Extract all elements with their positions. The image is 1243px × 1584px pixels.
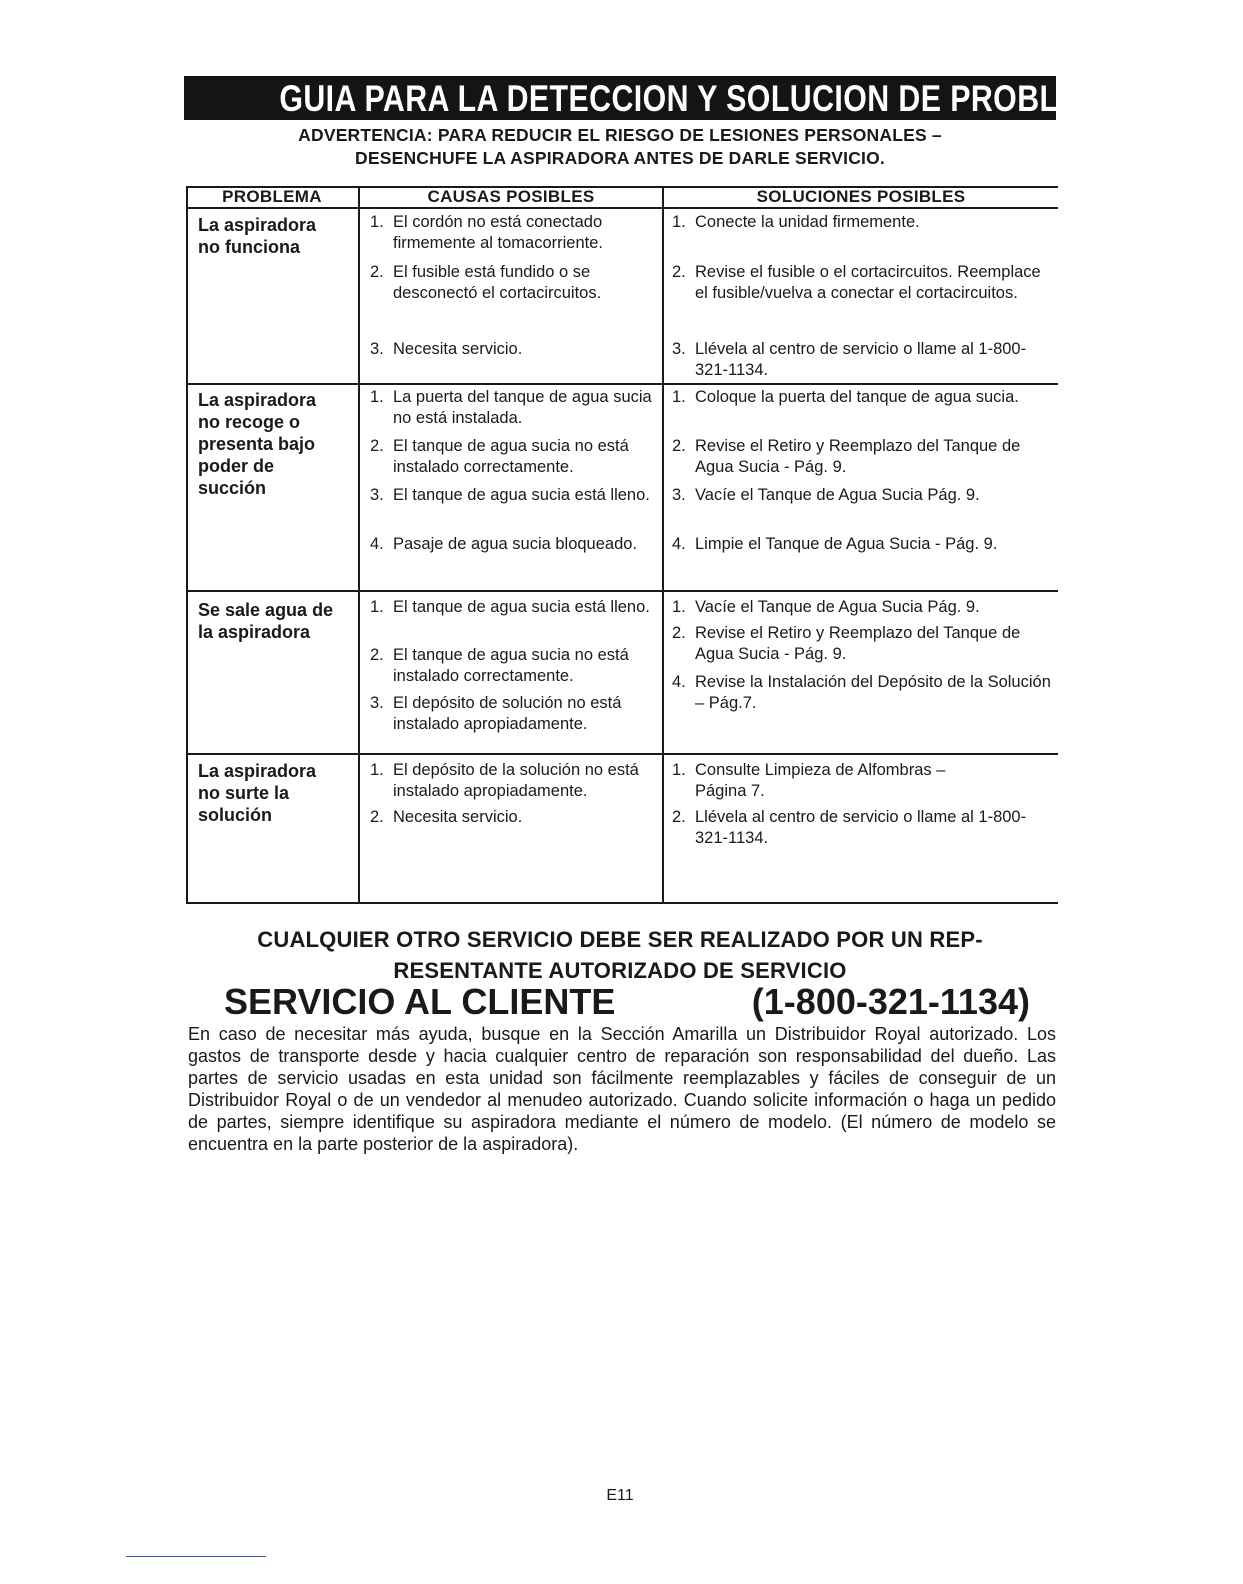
item-number: 2. xyxy=(370,263,384,281)
col-divider-left xyxy=(186,186,188,904)
col-divider-problem xyxy=(358,186,360,904)
list-item xyxy=(366,485,650,506)
item-number: 1. xyxy=(672,761,686,779)
list-item xyxy=(668,807,1054,849)
item-text: Vacíe el Tanque de Agua Sucia Pág. 9. xyxy=(695,486,980,504)
item-number: 3. xyxy=(370,486,384,504)
item-text: Consulte Limpieza de Alfombras – Página 7. xyxy=(695,761,946,800)
item-text: Conecte la unidad firmemente. xyxy=(695,213,920,231)
item-number: 2. xyxy=(370,808,384,826)
item-text: Coloque la puerta del tanque de agua sucia. xyxy=(695,388,1019,406)
item-number: 2. xyxy=(672,437,686,455)
page-title-banner xyxy=(184,76,1148,120)
troubleshooting-table xyxy=(186,186,1058,904)
page-title: GUIA PARA LA DETECCION Y SOLUCION DE PROBLEMAS xyxy=(279,78,1148,119)
list-item xyxy=(668,339,1054,381)
item-number: 1. xyxy=(672,388,686,406)
item-text: Revise el Retiro y Reemplazo del Tanque de Agua Sucia - Pág. 9. xyxy=(695,624,1021,663)
problem-cell xyxy=(198,760,358,826)
item-text: El tanque de agua sucia está lleno. xyxy=(393,486,650,504)
item-number: 4. xyxy=(672,535,686,553)
list-item xyxy=(366,534,637,555)
item-text: El tanque de agua sucia no está instalado correctamente. xyxy=(393,437,629,476)
problem-line: Se sale agua de xyxy=(198,600,334,620)
problem-line: La aspiradora xyxy=(198,215,317,235)
item-number: 3. xyxy=(672,486,686,504)
problem-cell xyxy=(198,599,358,643)
service-paragraph: En caso de necesitar más ayuda, busque en la Sección Amarilla un Distribuidor Royal autorizado. Los gastos de transporte desde y hacia cualquier centro de reparación son responsabilidad del dueño. Las partes de servicio usadas en esta unidad son fácilmente reemplazables y fáciles de conseguir de un Distribuidor Royal o de un vendedor al menudeo autorizado. Cuando solicite información o haga un pedido de partes, siempre identifique su aspiradora mediante el número de modelo. (El número de modelo se encuentra en la parte posterior de la aspiradora). xyxy=(188,1024,1056,1154)
list-item xyxy=(668,262,1054,304)
item-text: Llévela al centro de servicio o llame al 1-800-321-1134. xyxy=(695,808,1027,847)
item-number: 1. xyxy=(672,213,686,231)
item-number: 4. xyxy=(370,535,384,553)
row-divider xyxy=(186,753,1058,755)
item-number: 1. xyxy=(370,598,384,616)
service-heading-line-1: CUALQUIER OTRO SERVICIO DEBE SER REALIZADO POR UN REP- xyxy=(257,927,983,952)
problem-line: La aspiradora xyxy=(198,390,317,410)
problem-line: La aspiradora xyxy=(198,761,317,781)
problem-line: no funciona xyxy=(198,237,300,257)
item-number: 3. xyxy=(370,340,384,358)
problem-line: presenta bajo xyxy=(198,434,316,454)
item-text: Revise el Retiro y Reemplazo del Tanque de Agua Sucia - Pág. 9. xyxy=(695,437,1021,476)
problem-cell xyxy=(198,214,358,258)
list-item xyxy=(668,436,1054,478)
list-item xyxy=(668,760,995,802)
item-number: 2. xyxy=(672,808,686,826)
service-heading xyxy=(184,924,1056,986)
list-item xyxy=(366,597,650,618)
item-text: Pasaje de agua sucia bloqueado. xyxy=(393,535,638,553)
list-item xyxy=(366,645,662,687)
problem-line: no surte la xyxy=(198,783,290,803)
page-number: E11 xyxy=(606,1487,634,1504)
customer-service-phone: (1-800-321-1134) xyxy=(751,981,1030,1022)
list-item xyxy=(668,212,920,233)
list-item xyxy=(366,339,522,360)
header-causes: CAUSAS POSIBLES xyxy=(427,187,595,206)
item-number: 4. xyxy=(672,673,686,691)
list-item xyxy=(366,760,662,802)
service-heading-line-2: RESENTANTE AUTORIZADO DE SERVICIO xyxy=(393,958,847,983)
list-item xyxy=(668,623,1054,665)
problem-line: la aspiradora xyxy=(198,622,311,642)
item-text: El tanque de agua sucia está lleno. xyxy=(393,598,650,616)
item-number: 2. xyxy=(672,263,686,281)
col-divider-causes xyxy=(662,186,664,904)
item-text: Revise el fusible o el cortacircuitos. Reemplace el fusible/vuelva a conectar el cortacircuitos. xyxy=(695,263,1041,302)
problem-line: no recoge o xyxy=(198,412,301,432)
header-solutions: SOLUCIONES POSIBLES xyxy=(756,187,966,206)
item-text: El fusible está fundido o se desconectó el cortacircuitos. xyxy=(393,263,602,302)
item-number: 2. xyxy=(672,624,686,642)
warning-line-1: ADVERTENCIA: PARA REDUCIR EL RIESGO DE LESIONES PERSONALES – xyxy=(298,125,942,145)
list-item xyxy=(366,387,662,429)
item-text: Llévela al centro de servicio o llame al 1-800-321-1134. xyxy=(695,340,1027,379)
problem-line: solución xyxy=(198,805,273,825)
table-bottom-rule xyxy=(186,902,1058,904)
problem-cell xyxy=(198,389,358,499)
item-number: 1. xyxy=(370,761,384,779)
list-item xyxy=(366,212,662,254)
customer-service-line xyxy=(224,980,1030,1024)
item-text: El depósito de solución no está instalado apropiadamente. xyxy=(393,694,622,733)
list-item xyxy=(668,672,1054,714)
item-number: 3. xyxy=(672,340,686,358)
list-item xyxy=(366,436,662,478)
item-number: 1. xyxy=(672,598,686,616)
customer-service-label: SERVICIO AL CLIENTE xyxy=(224,981,616,1022)
item-text: Necesita servicio. xyxy=(393,808,523,826)
item-text: Necesita servicio. xyxy=(393,340,523,358)
warning-line-2: DESENCHUFE LA ASPIRADORA ANTES DE DARLE SERVICIO. xyxy=(355,148,885,168)
list-item xyxy=(366,807,522,828)
item-text: Revise la Instalación del Depósito de la Solución – Pág.7. xyxy=(695,673,1051,712)
item-text: El depósito de la solución no está instalado apropiadamente. xyxy=(393,761,639,800)
item-text: Limpie el Tanque de Agua Sucia - Pág. 9. xyxy=(695,535,998,553)
item-text: La puerta del tanque de agua sucia no está instalada. xyxy=(393,388,652,427)
problem-line: succión xyxy=(198,478,267,498)
item-number: 3. xyxy=(370,694,384,712)
safety-warning xyxy=(184,124,1056,170)
list-item xyxy=(668,485,1054,506)
problem-line: poder de xyxy=(198,456,275,476)
row-divider xyxy=(186,590,1058,592)
item-number: 2. xyxy=(370,437,384,455)
scan-edge-line xyxy=(126,1556,266,1557)
item-number: 2. xyxy=(370,646,384,664)
list-item xyxy=(366,693,662,735)
header-problem: PROBLEMA xyxy=(222,187,322,206)
list-item xyxy=(366,262,662,304)
row-divider xyxy=(186,383,1058,385)
list-item xyxy=(668,387,1054,408)
item-text: Vacíe el Tanque de Agua Sucia Pág. 9. xyxy=(695,598,980,616)
item-text: El tanque de agua sucia no está instalado correctamente. xyxy=(393,646,629,685)
item-number: 1. xyxy=(370,213,384,231)
item-text: El cordón no está conectado firmemente al tomacorriente. xyxy=(393,213,603,252)
list-item xyxy=(668,534,1054,555)
list-item xyxy=(668,597,1054,618)
item-number: 1. xyxy=(370,388,384,406)
